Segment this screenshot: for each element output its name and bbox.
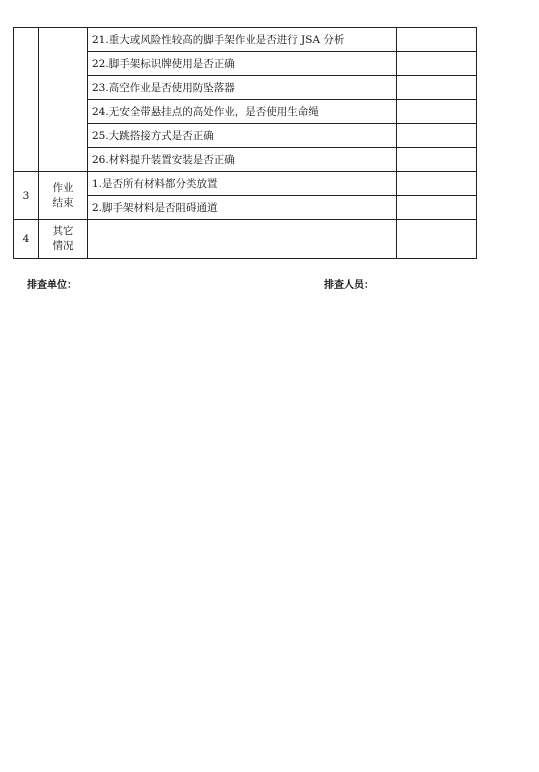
check-item: 25.大跳搭接方式是否正确 <box>88 124 397 148</box>
check-item-empty[interactable] <box>88 220 397 259</box>
result-cell[interactable] <box>397 100 477 124</box>
inspection-unit-label: 排查单位： <box>27 280 77 291</box>
check-item: 24.无安全带悬挂点的高处作业，是否使用生命绳 <box>88 100 397 124</box>
table-row <box>14 172 477 196</box>
result-cell[interactable] <box>397 76 477 100</box>
result-cell[interactable] <box>397 28 477 52</box>
table-row <box>14 28 477 52</box>
result-cell[interactable] <box>397 124 477 148</box>
inspection-table <box>13 27 477 259</box>
section-stage: 其它情况 <box>52 225 74 252</box>
check-item: 23.高空作业是否使用防坠落器 <box>88 76 397 100</box>
check-item: 1.是否所有材料都分类放置 <box>88 172 397 196</box>
inspection-sheet <box>13 27 470 259</box>
table-row <box>14 220 477 259</box>
check-item: 2.脚手架材料是否阻碍通道 <box>88 196 397 220</box>
result-cell[interactable] <box>397 52 477 76</box>
result-cell[interactable] <box>397 196 477 220</box>
section-stage-cell <box>39 28 88 172</box>
result-cell[interactable] <box>397 220 477 259</box>
section-stage-cell <box>39 172 88 220</box>
result-cell[interactable] <box>397 148 477 172</box>
section-no: 3 <box>14 172 39 220</box>
section-no: 4 <box>14 220 39 259</box>
inspector-label: 排查人员： <box>324 280 374 291</box>
check-item: 26.材料提升装置安装是否正确 <box>88 148 397 172</box>
section-stage: 作业结束 <box>52 181 74 209</box>
check-item: 22.脚手架标识牌使用是否正确 <box>88 52 397 76</box>
check-item: 21.重大或风险性较高的脚手架作业是否进行 JSA 分析 <box>88 28 397 52</box>
result-cell[interactable] <box>397 172 477 196</box>
section-no-cell <box>14 28 39 172</box>
section-stage-cell <box>39 220 88 259</box>
sheet-footer <box>27 276 487 292</box>
